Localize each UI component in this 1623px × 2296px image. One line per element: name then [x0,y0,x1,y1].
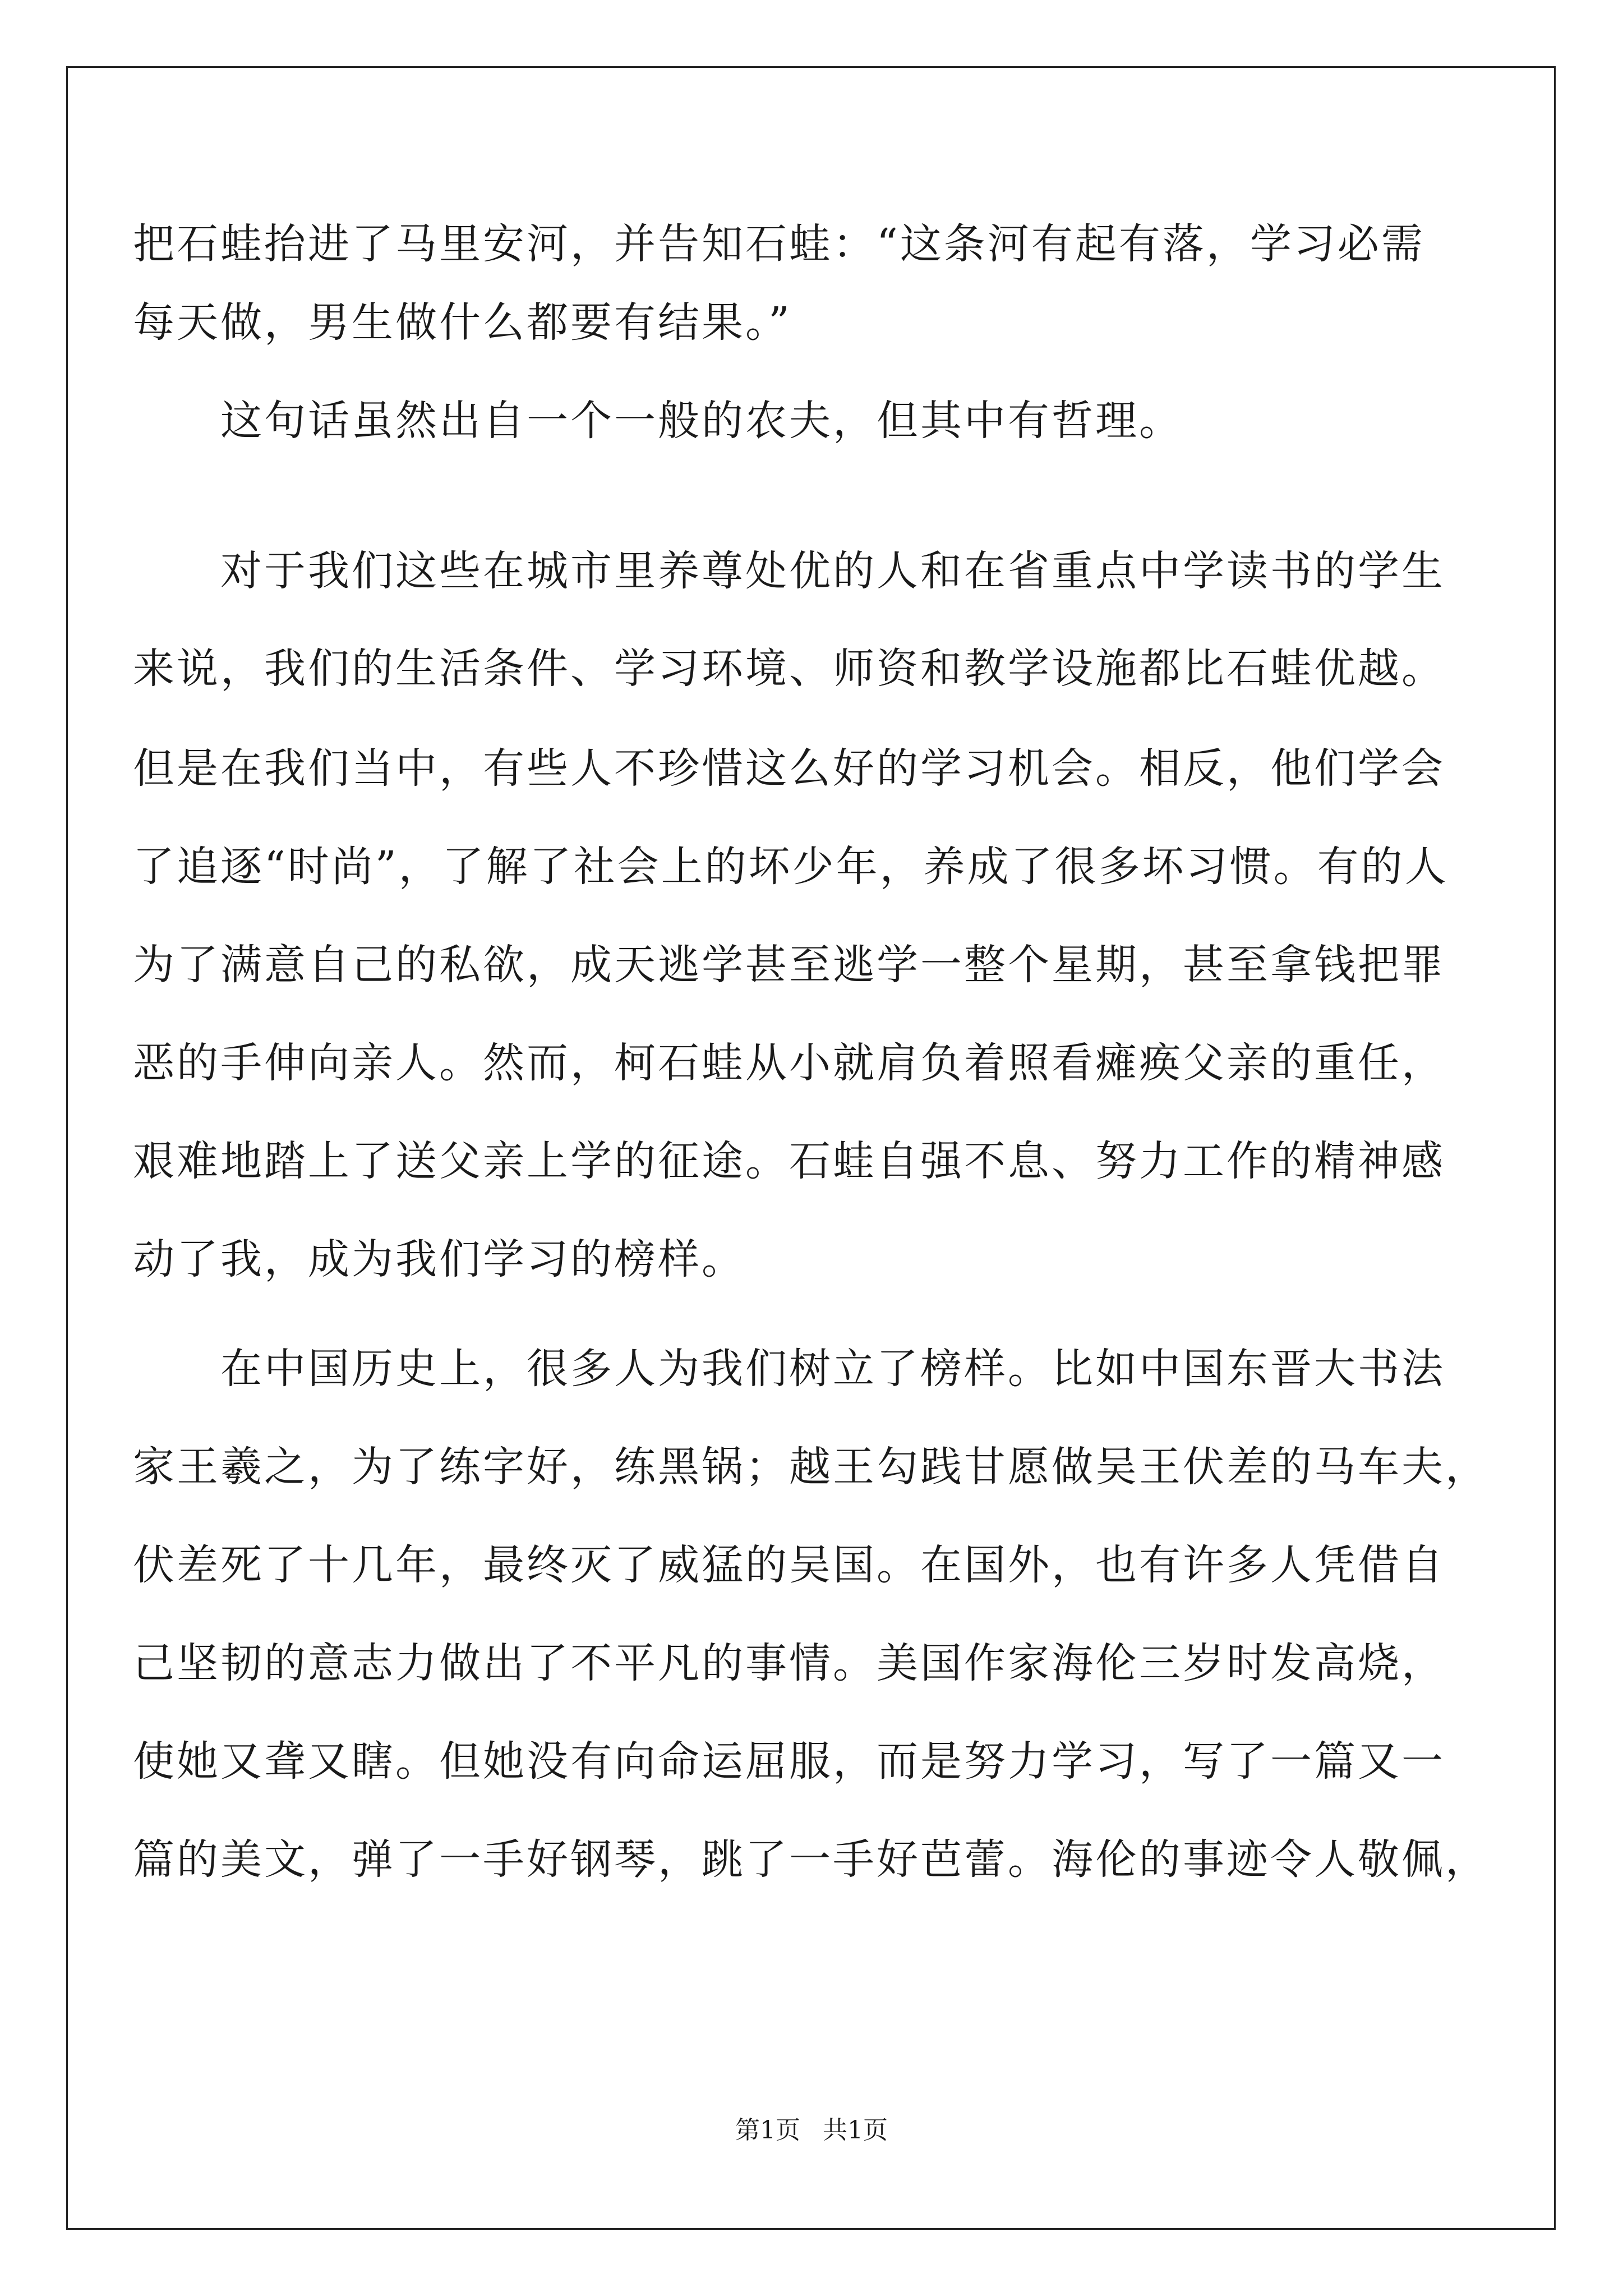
page-number: 第1页 [735,2116,800,2145]
text-line-9: 恶的手伸向亲人。然而，柯石蛙从小就肩负着照看瘫痪父亲的重任， [133,1039,1445,1087]
text-line-10: 艰难地踏上了送父亲上学的征途。石蛙自强不息、努力工作的精神感 [133,1137,1445,1185]
text-line-7: 了追逐“时尚”，了解了社会上的坏少年，养成了很多坏习惯。有的人 [133,843,1449,891]
text-line-1: 把石蛙抬进了马里安河，并告知石蛙：“这条河有起有落，学习必需 [133,220,1425,268]
text-line-2: 每天做，男生做什么都要有结果。” [133,298,792,347]
text-line-3: 这句话虽然出自一个一般的农夫，但其中有哲理。 [133,397,1183,445]
text-line-4: 对于我们这些在城市里养尊处优的人和在省重点中学读书的学生 [133,547,1445,595]
text-line-17: 篇的美文，弹了一手好钢琴，跳了一手好芭蕾。海伦的事迹令人敬佩， [133,1835,1489,1884]
text-line-11: 动了我，成为我们学习的榜样。 [133,1235,745,1283]
text-line-13: 家王羲之，为了练字好，练黑锅；越王勾践甘愿做吴王伏差的马车夫， [133,1443,1489,1491]
text-line-8: 为了满意自己的私欲，成天逃学甚至逃学一整个星期，甚至拿钱把罪 [133,941,1445,989]
text-line-15: 己坚韧的意志力做出了不平凡的事情。美国作家海伦三岁时发高烧， [133,1639,1445,1687]
page-footer [0,2114,1623,2147]
text-line-16: 使她又聋又瞎。但她没有向命运屈服，而是努力学习，写了一篇又一 [133,1737,1445,1786]
page-total: 共1页 [823,2116,888,2145]
text-line-5: 来说，我们的生活条件、学习环境、师资和教学设施都比石蛙优越。 [133,645,1445,693]
text-line-6: 但是在我们当中，有些人不珍惜这么好的学习机会。相反，他们学会 [133,744,1445,793]
text-line-14: 伏差死了十几年，最终灭了威猛的吴国。在国外，也有许多人凭借自 [133,1541,1445,1589]
text-line-12: 在中国历史上，很多人为我们树立了榜样。比如中国东晋大书法 [133,1345,1445,1393]
